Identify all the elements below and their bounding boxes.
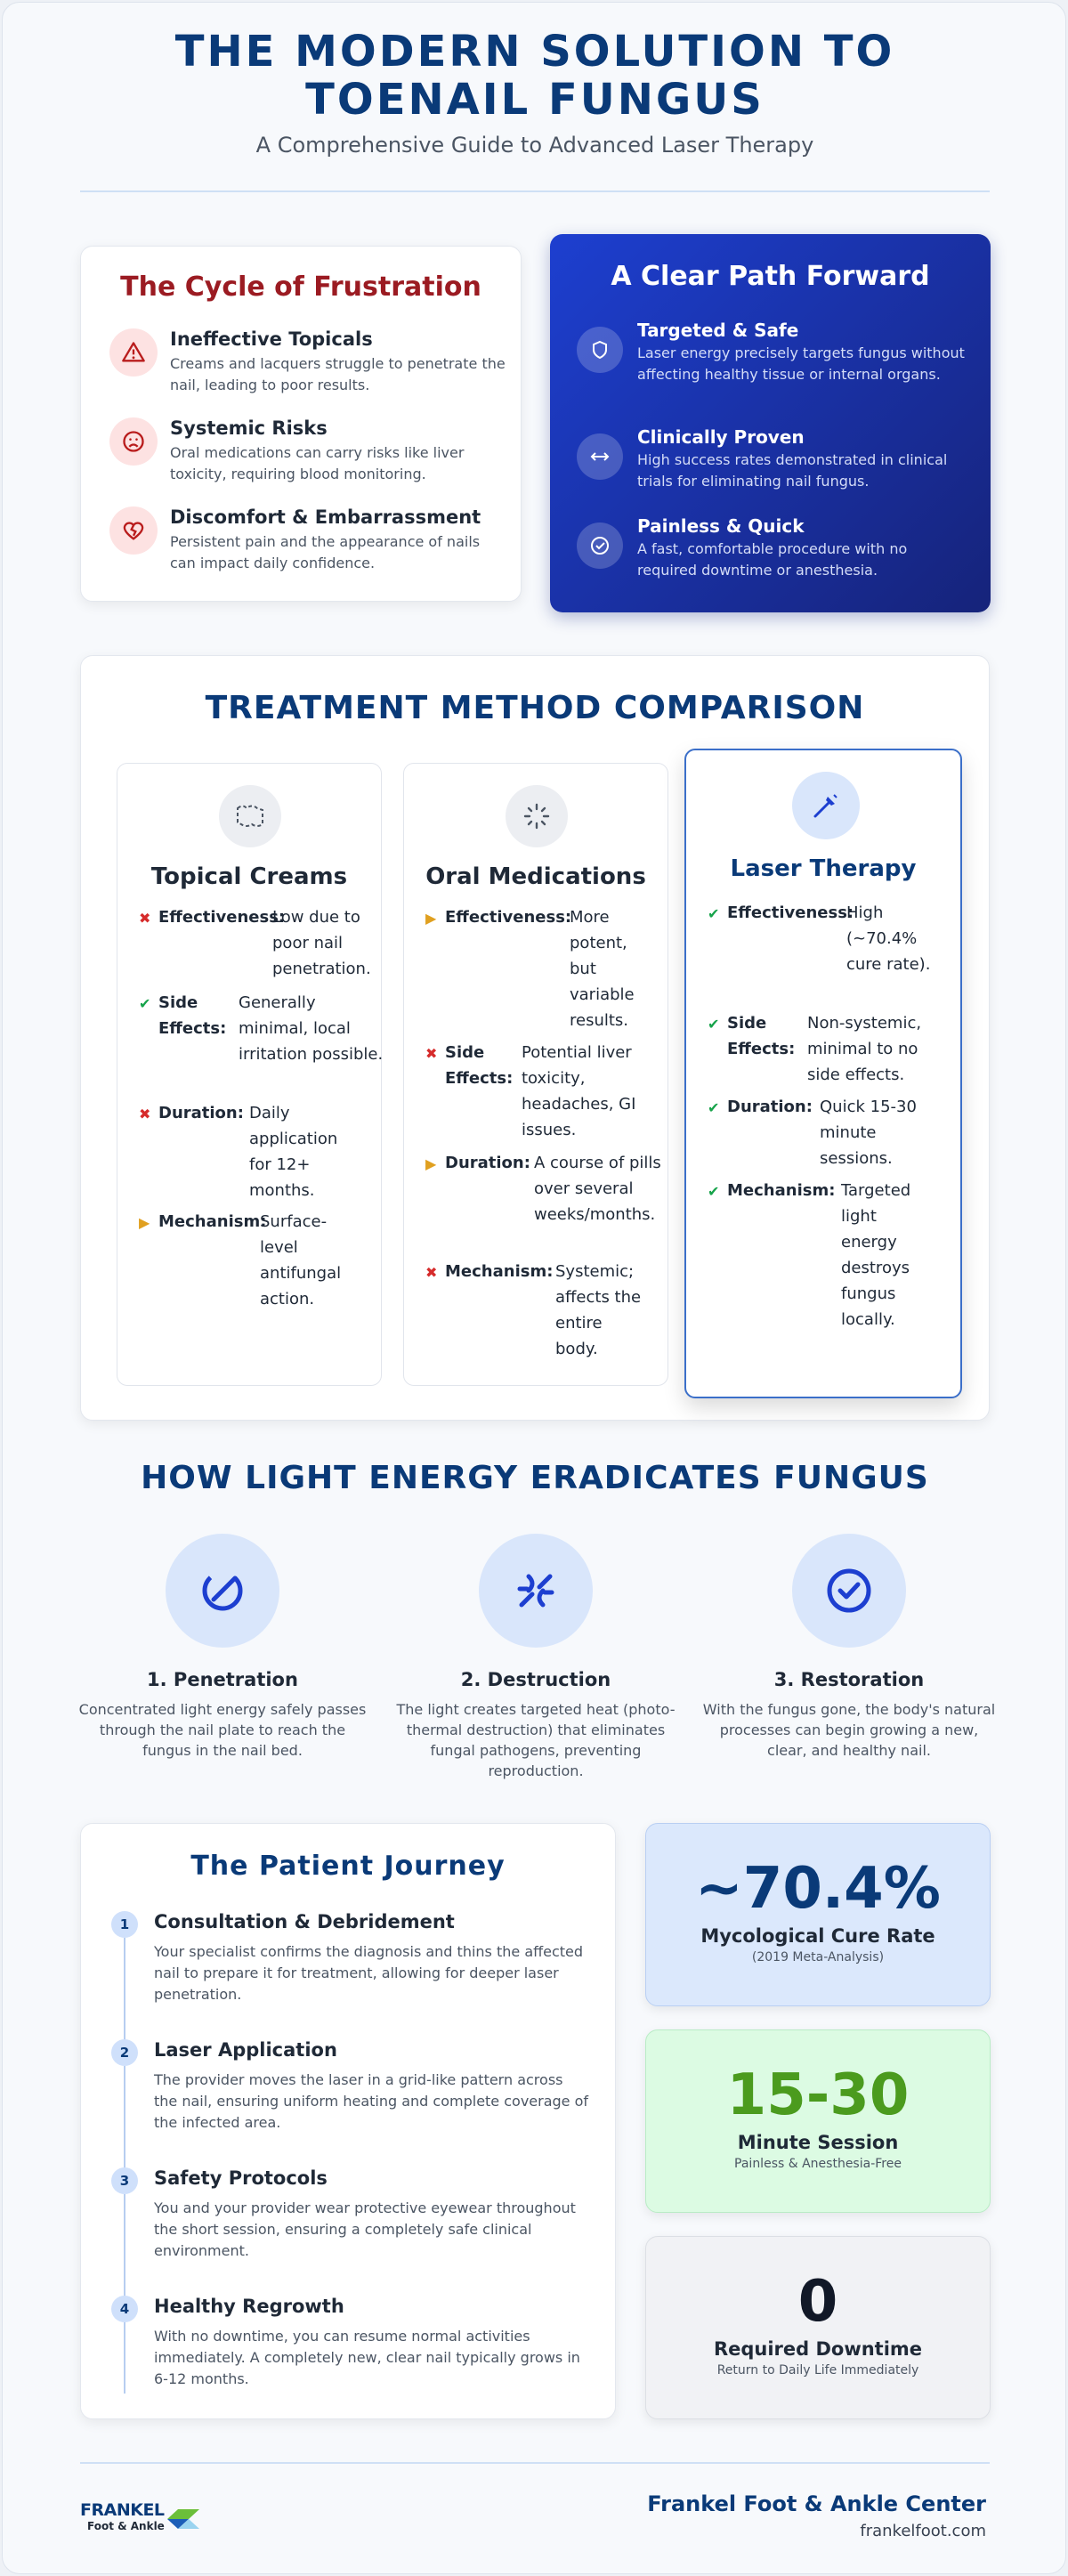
problem-title: Systemic Risks xyxy=(170,417,328,439)
page-subtitle: A Comprehensive Guide to Advanced Laser Therapy xyxy=(255,133,814,158)
problem-desc: Oral medications can carry risks like liver toxicity, requiring blood monitoring. xyxy=(170,444,465,482)
page-title: THE MODERN SOLUTION TO TOENAIL FUNGUS xyxy=(174,27,895,125)
process-step-title: 1. Penetration xyxy=(147,1669,298,1690)
solutions-card xyxy=(550,234,991,612)
solution-title: Clinically Proven xyxy=(637,426,805,448)
method-name: Oral Medications xyxy=(425,863,646,890)
pills-icon xyxy=(506,785,568,847)
logo-mark-icon xyxy=(166,2506,201,2532)
restoration-icon xyxy=(792,1534,906,1648)
journey-step-title: Safety Protocols xyxy=(154,2167,328,2189)
problems-title: The Cycle of Frustration xyxy=(120,271,481,303)
stat-sub: Painless & Anesthesia-Free xyxy=(734,2157,902,2171)
solution-title: Targeted & Safe xyxy=(637,320,799,341)
method-column-topical: Topical Creams ✖ Effectiveness: Low due to poor nail penetration. ✔ Side Effects: Generally minimal, local irritation possible. ✖ Duration: Daily application for 12+ months. ▶ Mechanism: Surface-level antifungal action. xyxy=(117,763,382,1386)
problem-desc: Creams and lacquers struggle to penetrate the nail, leading to poor results. xyxy=(170,355,506,393)
method-column-oral: Oral Medications ▶ Effectiveness: More potent, but variable results. ✖ Side Effects: Potential liver toxicity, headaches, GI issues. ▶ Duration: A course of pills over several weeks/months. ✖ Mechanism: Systemic; affects the entire body. xyxy=(403,763,668,1386)
cream-icon xyxy=(219,785,281,847)
process-step-desc: With the fungus gone, the body's natural processes can begin growing a new, clear, and healthy nail. xyxy=(702,1701,996,1759)
journey-step xyxy=(111,2296,592,2394)
problems-card xyxy=(80,246,522,602)
journey-step xyxy=(111,2167,592,2297)
process-step xyxy=(389,1534,683,1781)
destruction-icon xyxy=(479,1534,593,1648)
method-name: Laser Therapy xyxy=(730,855,917,882)
step-number: 1 xyxy=(111,1911,138,1938)
journey-step-desc: With no downtime, you can resume normal activities immediately. A completely new, clear nail typically grows in 6-12 months. xyxy=(154,2328,580,2387)
divider xyxy=(80,190,990,192)
method-column-laser: Laser Therapy ✔ Effectiveness: High (~70.4% cure rate). ✔ Side Effects: Non-systemic, minimal to no side effects. ✔ Duration: Quick 15-30 minute sessions. ✔ Mechanism: Targeted light energy destroys fungus locally. xyxy=(684,749,962,1398)
solution-desc: Laser energy precisely targets fungus without affecting healthy tissue or internal organs. xyxy=(637,344,965,383)
step-number: 4 xyxy=(111,2296,138,2322)
stat-sub: Return to Daily Life Immediately xyxy=(716,2363,919,2378)
journey-step-title: Consultation & Debridement xyxy=(154,1911,455,1932)
stat-value: ~70.4% xyxy=(695,1856,941,1922)
step-number: 2 xyxy=(111,2039,138,2066)
process-title: HOW LIGHT ENERGY ERADICATES FUNGUS xyxy=(141,1460,929,1496)
solutions-title: A Clear Path Forward xyxy=(611,261,930,292)
journey-step xyxy=(111,2039,592,2168)
journey-step xyxy=(111,1911,592,2040)
sad-face-icon xyxy=(109,417,158,466)
comparison-section xyxy=(80,655,990,1421)
comparison-title: TREATMENT METHOD COMPARISON xyxy=(205,690,865,726)
problem-title: Discomfort & Embarrassment xyxy=(170,506,481,528)
warning-icon xyxy=(109,328,158,377)
journey-card xyxy=(80,1823,616,2419)
stat-label: Minute Session xyxy=(737,2132,899,2153)
step-number: 3 xyxy=(111,2167,138,2194)
journey-step-title: Healthy Regrowth xyxy=(154,2296,344,2317)
stat-card-session xyxy=(645,2029,991,2213)
penetration-icon xyxy=(166,1534,279,1648)
journey-title: The Patient Journey xyxy=(190,1851,506,1882)
stat-label: Mycological Cure Rate xyxy=(700,1925,935,1947)
stat-value: 15-30 xyxy=(726,2062,910,2128)
process-step-title: 2. Destruction xyxy=(460,1669,611,1690)
solution-title: Painless & Quick xyxy=(637,515,805,537)
solution-desc: High success rates demonstrated in clinical trials for eliminating nail fungus. xyxy=(637,451,948,490)
method-name: Topical Creams xyxy=(150,863,348,890)
journey-step-title: Laser Application xyxy=(154,2039,337,2061)
stat-label: Required Downtime xyxy=(713,2338,923,2360)
broken-heart-icon xyxy=(109,506,158,555)
problem-desc: Persistent pain and the appearance of nails can impact daily confidence. xyxy=(170,533,481,571)
footer-logo: FRANKEL Foot & Ankle xyxy=(80,2500,214,2538)
check-circle-icon xyxy=(577,522,623,569)
stat-card-cure-rate xyxy=(645,1823,991,2006)
solution-desc: A fast, comfortable procedure with no required downtime or anesthesia. xyxy=(637,540,908,579)
divider xyxy=(80,2462,990,2464)
org-name: Frankel Foot & Ankle Center xyxy=(647,2491,986,2516)
stat-value: 0 xyxy=(797,2269,838,2335)
footer-org xyxy=(647,2491,986,2540)
laser-icon xyxy=(792,772,860,839)
journey-step-desc: Your specialist confirms the diagnosis and thins the affected nail to prepare it for treatment, allowing for deeper laser penetration. xyxy=(154,1943,584,2003)
journey-step-desc: You and your provider wear protective eyewear throughout the short session, ensuring a completely safe clinical environment. xyxy=(154,2199,576,2259)
stat-sub: (2019 Meta-Analysis) xyxy=(751,1950,885,1964)
journey-step-desc: The provider moves the laser in a grid-like pattern across the nail, ensuring uniform heating and complete coverage of the infected area. xyxy=(154,2071,589,2131)
process-step xyxy=(702,1534,996,1761)
stat-card-downtime xyxy=(645,2236,991,2419)
process-step-desc: The light creates targeted heat (photo-thermal destruction) that eliminates fungal pathogens, preventing reproduction. xyxy=(396,1701,676,1779)
infographic-page xyxy=(2,2,1066,2574)
shield-icon xyxy=(577,327,623,373)
org-url[interactable]: frankelfoot.com xyxy=(860,2522,986,2540)
process-step xyxy=(76,1534,369,1761)
arrows-icon xyxy=(577,433,623,480)
problem-title: Ineffective Topicals xyxy=(170,328,373,350)
process-step-desc: Concentrated light energy safely passes through the nail plate to reach the fungus in the nail bed. xyxy=(78,1701,367,1759)
process-step-title: 3. Restoration xyxy=(773,1669,925,1690)
